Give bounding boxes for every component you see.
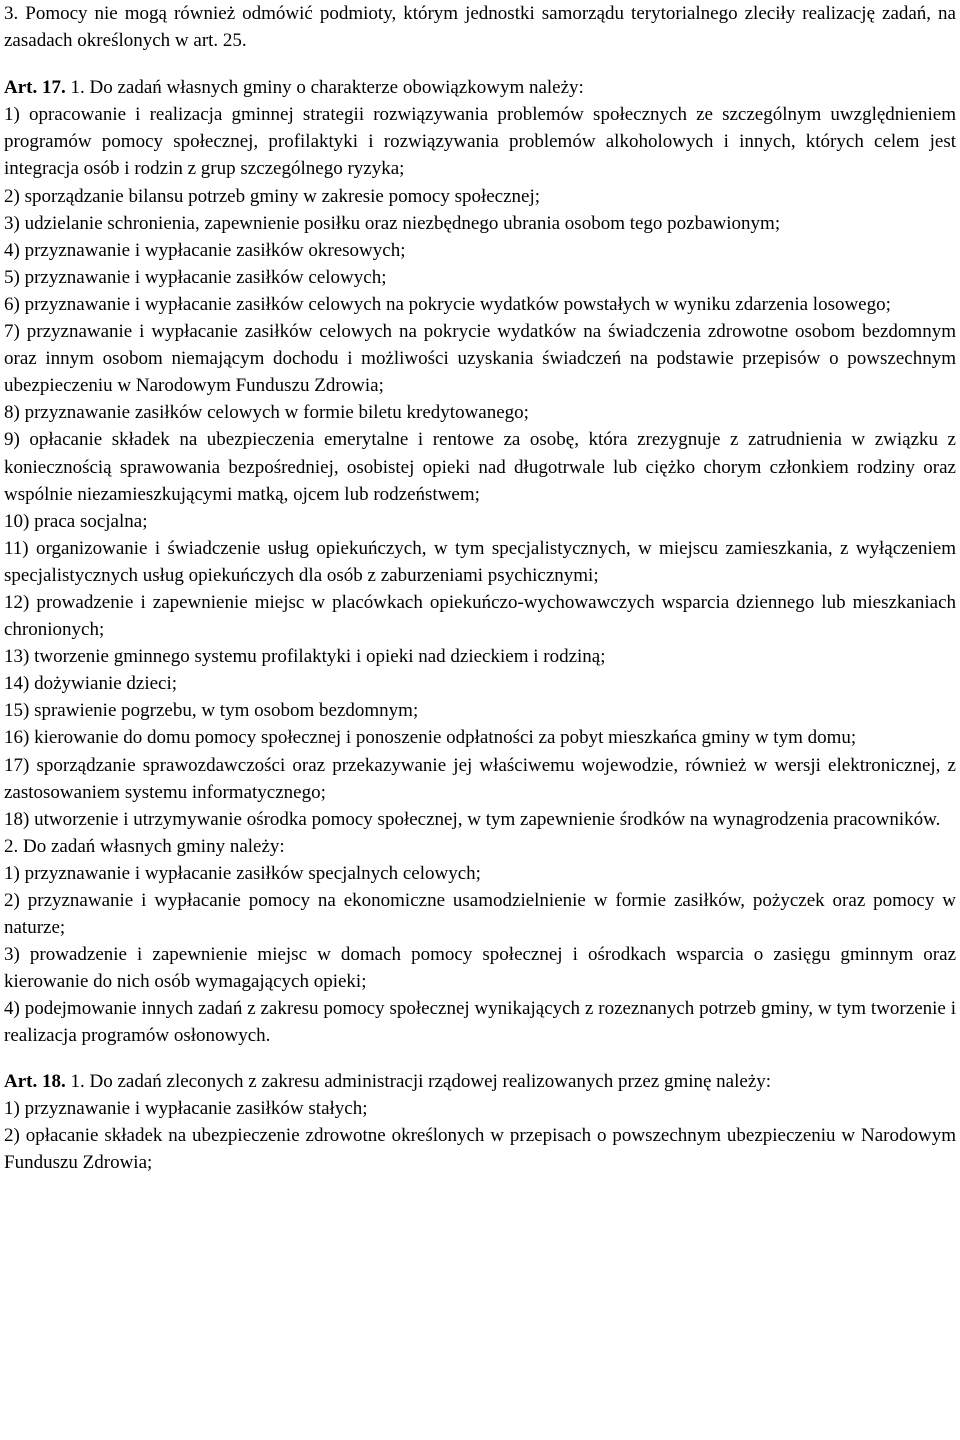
spacer: [4, 1050, 956, 1068]
art17-item-5: 5) przyznawanie i wypłacanie zasiłków celowych;: [4, 266, 387, 288]
art17-item-8: 8) przyznawanie zasiłków celowych w formie biletu kredytowanego;: [4, 402, 529, 424]
art17-item-1: 1) opracowanie i realizacja gminnej strategii rozwiązywania problemów społecznych ze szczególnym uwzględnieniem programów pomocy społecznej, profilaktyki i rozwiązywania problemów alkoholowych i innych, których celem jest integracja osób i rodzin z grup szczególnego ryzyka;: [4, 104, 956, 180]
art17-item-7: 7) przyznawanie i wypłacanie zasiłków celowych na pokrycie wydatków na świadczenia zdrowotne osobom bezdomnym oraz innym osobom niemającym dochodu i możliwości uzyskania świadczeń na podstawie przepisów o powszechnym ubezpieczeniu w Narodowym Funduszu Zdrowia;: [4, 321, 956, 397]
art18-lead: 1. Do zadań zleconych z zakresu administracji rządowej realizowanych przez gminę należy:: [70, 1070, 772, 1092]
art18-lead-line: [4, 1068, 956, 1095]
art17-item-4: 4) przyznawanie i wypłacanie zasiłków okresowych;: [4, 239, 406, 261]
art17-lead: 1. Do zadań własnych gminy o charakterze obowiązkowym należy:: [70, 77, 584, 99]
art17-item-2: 2) sporządzanie bilansu potrzeb gminy w zakresie pomocy społecznej;: [4, 185, 541, 207]
art17-item-10: 10) praca socjalna;: [4, 510, 148, 532]
art17-section2-item-2: 2) przyznawanie i wypłacanie pomocy na ekonomiczne usamodzielnienie w formie zasiłków, pożyczek oraz pomocy w naturze;: [4, 890, 956, 939]
art17-section2-item-1: 1) przyznawanie i wypłacanie zasiłków specjalnych celowych;: [4, 862, 481, 884]
art17-item-6: 6) przyznawanie i wypłacanie zasiłków celowych na pokrycie wydatków powstałych w wyniku zdarzenia losowego;: [4, 293, 891, 315]
art17-section2-lead: 2. Do zadań własnych gminy należy:: [4, 835, 285, 857]
art18-label: Art. 18.: [4, 1070, 66, 1092]
intro-paragraph: 3. Pomocy nie mogą również odmówić podmioty, którym jednostki samorządu terytorialnego zleciły realizację zadań, na zasadach określonych w art. 25.: [4, 3, 956, 52]
art18-item-2: 2) opłacanie składek na ubezpieczenie zdrowotne określonych w przepisach o powszechnym ubezpieczeniu w Narodowym Funduszu Zdrowia;: [4, 1124, 956, 1173]
art17-item-17: 17) sporządzanie sprawozdawczości oraz przekazywanie jej właściwemu wojewodzie, również w wersji elektronicznej, z zastosowaniem systemu informatycznego;: [4, 754, 956, 803]
art17-lead-line: [4, 74, 956, 101]
art17-item-14: 14) dożywianie dzieci;: [4, 673, 178, 695]
art17-item-9: 9) opłacanie składek na ubezpieczenia emerytalne i rentowe za osobę, która zrezygnuje z zatrudnienia w związku z koniecznością sprawowania bezpośredniej, osobistej opieki nad długotrwale lub ciężko chorym członkiem rodziny oraz wspólnie niezamieszkującymi matką, ojcem lub rodzeństwem;: [4, 429, 956, 505]
art17-item-18: 18) utworzenie i utrzymywanie ośrodka pomocy społecznej, w tym zapewnienie środków na wynagrodzenia pracowników.: [4, 808, 941, 830]
art17-item-13: 13) tworzenie gminnego systemu profilaktyki i opieki nad dzieckiem i rodziną;: [4, 646, 606, 668]
art17-item-16: 16) kierowanie do domu pomocy społecznej i ponoszenie odpłatności za pobyt mieszkańca gminy w tym domu;: [4, 727, 857, 749]
art17-item-11: 11) organizowanie i świadczenie usług opiekuńczych, w tym specjalistycznych, w miejscu zamieszkania, z wyłączeniem specjalistycznych usług opiekuńczych dla osób z zaburzeniami psychicznymi;: [4, 537, 956, 586]
spacer: [4, 54, 956, 74]
art17-item-12: 12) prowadzenie i zapewnienie miejsc w placówkach opiekuńczo-wychowawczych wsparcia dziennego lub mieszkaniach chronionych;: [4, 591, 956, 641]
art17-section2-item-4: 4) podejmowanie innych zadań z zakresu pomocy społecznej wynikających z rozeznanych potrzeb gminy, w tym tworzenie i realizacja programów osłonowych.: [4, 998, 956, 1047]
art17-section2-item-3: 3) prowadzenie i zapewnienie miejsc w domach pomocy społecznej i ośrodkach wsparcia o zasięgu gminnym oraz kierowanie do nich osób wymagających opieki;: [4, 944, 956, 993]
art17-item-3: 3) udzielanie schronienia, zapewnienie posiłku oraz niezbędnego ubrania osobom tego pozbawionym;: [4, 212, 781, 234]
art17-item-15: 15) sprawienie pogrzebu, w tym osobom bezdomnym;: [4, 700, 419, 722]
art17-label: Art. 17.: [4, 77, 66, 99]
art18-item-1: 1) przyznawanie i wypłacanie zasiłków stałych;: [4, 1097, 368, 1119]
